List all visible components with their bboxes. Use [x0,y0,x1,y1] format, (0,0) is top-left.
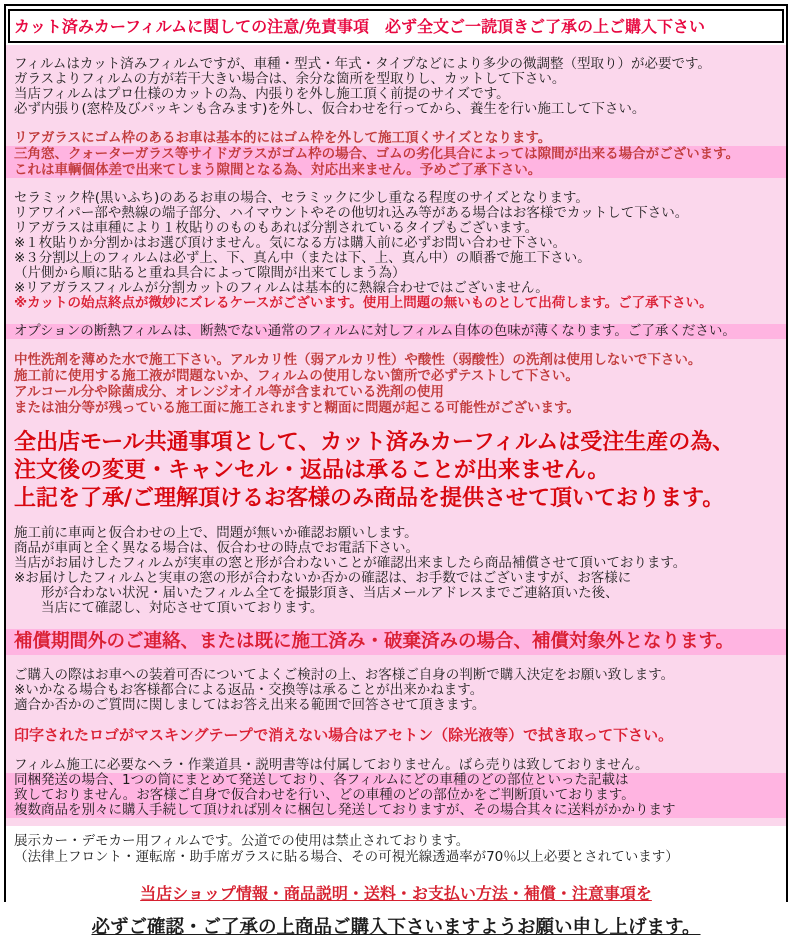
page-title [8,9,784,43]
notice-line: 施工前に使用する施工液が問題ないか、フィルムの使用しない箇所で必ずテストして下さい。 [14,368,579,384]
purchase-confirm-link[interactable]: 必ずご確認・ご了承の上商品ご購入下さいますようお願い申し上げます。 [91,917,701,938]
notice-line: ※いかなる場合もお客様都合による返品・交換等は承ることが出来かねます。 [14,682,484,698]
notice-line: フィルム施工に必要なヘラ・作業道具・説明書等は付属しておりません。ばら売りは致しておりません。 [14,757,649,773]
disclaimer-page [4,4,788,938]
notice-line-highlighted: 同梱発送の場合、1つの筒にまとめて発送しており、各フィルムにどの車種のどの部位といった記載は [6,773,786,788]
footer-area [6,826,786,939]
notice-line-highlighted: 三角窓、クォーターガラス等サイドガラスがゴム枠の場合、ゴムの劣化具合によっては隙間が出来る場合がございます。 [6,146,786,162]
notice-line: 当店フィルムはプロ仕様のカットの為、内張りを外し施工頂く前提のサイズです。 [14,86,510,102]
page-title-text: カット済みカーフィルムに関しての注意/免責事項 必ず全文ご一読頂きご了承の上ご購入下さい [14,17,705,36]
section-ceramic-split [6,191,786,311]
notice-line: 商品が車両と全く異なる場合は、仮合わせの時点でお電話下さい。 [14,540,419,556]
notice-line: 必ず内張り(窓枠及びパッキンも含みます)を外し、仮合わせを行ってから、養生を行い施工して下さい。 [14,101,646,117]
notice-line: フィルムはカット済みフィルムですが、車種・型式・年式・タイプなどにより多少の微調整（型取り）が必要です。 [14,56,711,72]
notice-line-highlighted: 補償期間外のご連絡、または既に施工済み・破棄済みの場合、補償対象外となります。 [6,629,786,655]
notice-line: 形が合わない状況・届いたフィルム全てを撮影頂き、当店メールアドレスまでご連絡頂いた後、 [14,585,619,601]
notice-line: 当店がお届けしたフィルムが実車の窓と形が合わないことが確認出来ましたら商品補償させて頂いております。 [14,555,687,571]
notice-line: アルコール分や除菌成分、オレンジオイル等が含まれている洗剤の使用 [14,384,444,400]
notice-line: リアワイパー部や熱線の端子部分、ハイマウントやその他切れ込み等がある場合はお客様でカットして下さい。 [14,205,689,221]
notice-line: セラミック枠(黒いふち)のあるお車の場合、セラミックに少し重なる程度のサイズとなります。 [14,190,589,206]
section-warranty-exclusion [6,629,786,655]
notice-line: ※お届けしたフィルムと実車の窓の形が合わないか否かの確認は、お手数ではございますが、お客様に [14,570,632,586]
notice-line-major: 上記を了承/ご理解頂けるお客様のみ商品を提供させて頂いております。 [14,486,725,511]
section-logo-removal [6,726,786,745]
notice-line-highlighted: 複数商品を別々に購入手続して頂ければ別々に梱包し発送しておりますが、その場合其々に送料がかかります [6,803,786,818]
notice-line: ※リアガラスフィルムが分割カットのフィルムは基本的に熱線合わせではございません。 [14,280,549,296]
notice-line: （法律上フロント・運転席・助手席ガラスに貼る場合、その可視光線透過率が70％以上必要とされています） [14,849,679,865]
notice-line: 当店にて確認し、対応させて頂いております。 [14,600,324,616]
section-rubber-frame [6,130,786,178]
notice-line-highlighted: オプションの断熱フィルムは、断熱でない通常のフィルムに対しフィルム自体の色味が薄くなります。ご了承ください。 [6,324,786,339]
notice-line: 適合か否かのご質問に関しましてはお答え出来る範囲で回答させて頂きます。 [14,697,486,713]
notice-line-highlighted: これは車輌個体差で出来てしまう隙間となる為、対応出来ません。予めご了承下さい。 [6,162,786,178]
section-fitting-check [6,526,786,616]
notice-line: （片側から順に貼ると重ね具合によって隙間が出来てしまう為） [14,265,406,281]
notice-line: ※３分割以上のフィルムは必ず上、下、真ん中（または下、上、真ん中）の順番で施工下さい。 [14,250,591,266]
section-insulation-option [6,324,786,339]
shop-info-link[interactable]: 当店ショップ情報・商品説明・送料・お支払い方法・補償・注意事項を [140,884,652,903]
notice-line-warning: ※カットの始点終点が微妙にズレるケースがございます。使用上問題の無いものとして出荷します。ご了承下さい。 [14,295,713,311]
section-detergent [6,352,786,416]
notice-line: ※１枚貼りか分割かはお選び頂けません。気になる方は購入前に必ずお問い合わせ下さい。 [14,235,567,251]
notice-line: ご購入の際はお車への装着可否についてよくご検討の上、お客様ご自身の判断で購入決定をお願い致します。 [14,667,675,683]
section-demo-car [6,833,786,865]
notice-line: 中性洗剤を薄めた水で施工下さい。アルカリ性（弱アルカリ性）や酸性（弱酸性）の洗剤は使用しないで下さい。 [14,352,702,368]
section-purchase-decision [6,668,786,713]
notice-line-highlighted: 致しておりません。お客様ご自身で仮合わせを行い、どの車種のどの部位かをご判断頂いております。 [6,788,786,803]
notice-line-major: 注文後の変更・キャンセル・返品は承ることが出来ません。 [14,458,610,483]
notice-line-warning: 印字されたロゴがマスキングテープで消えない場合はアセトン（除光液等）で拭き取って下さい。 [14,726,674,744]
notice-line: または油分等が残っている施工面に施工されますと糊面に問題が起こる可能性がございます。 [14,400,580,416]
notice-line: ガラスよりフィルムの方が若干大きい場合は、余分な箇所を型取りし、カットして下さい。 [14,71,566,87]
notice-line: 施工前に車両と仮合わせの上で、問題が無いか確認お願いします。 [14,525,418,541]
section-no-cancellation [6,429,786,513]
notice-line: リアガラスは車種により１枚貼りのものもあれば分割されているタイプもございます。 [14,220,539,236]
section-film-adjustment [6,57,786,117]
section-shipping [6,758,786,818]
notice-line: 展示カー・デモカー用フィルムです。公道での使用は禁止されております。 [14,833,470,849]
notice-line-major: 全出店モール共通事項として、カット済みカーフィルムは受注生産の為、 [14,430,735,455]
notice-line: リアガラスにゴム枠のあるお車は基本的にはゴム枠を外して施工頂くサイズとなります。 [14,130,552,146]
footer-links [6,881,786,939]
notice-body [6,45,786,826]
